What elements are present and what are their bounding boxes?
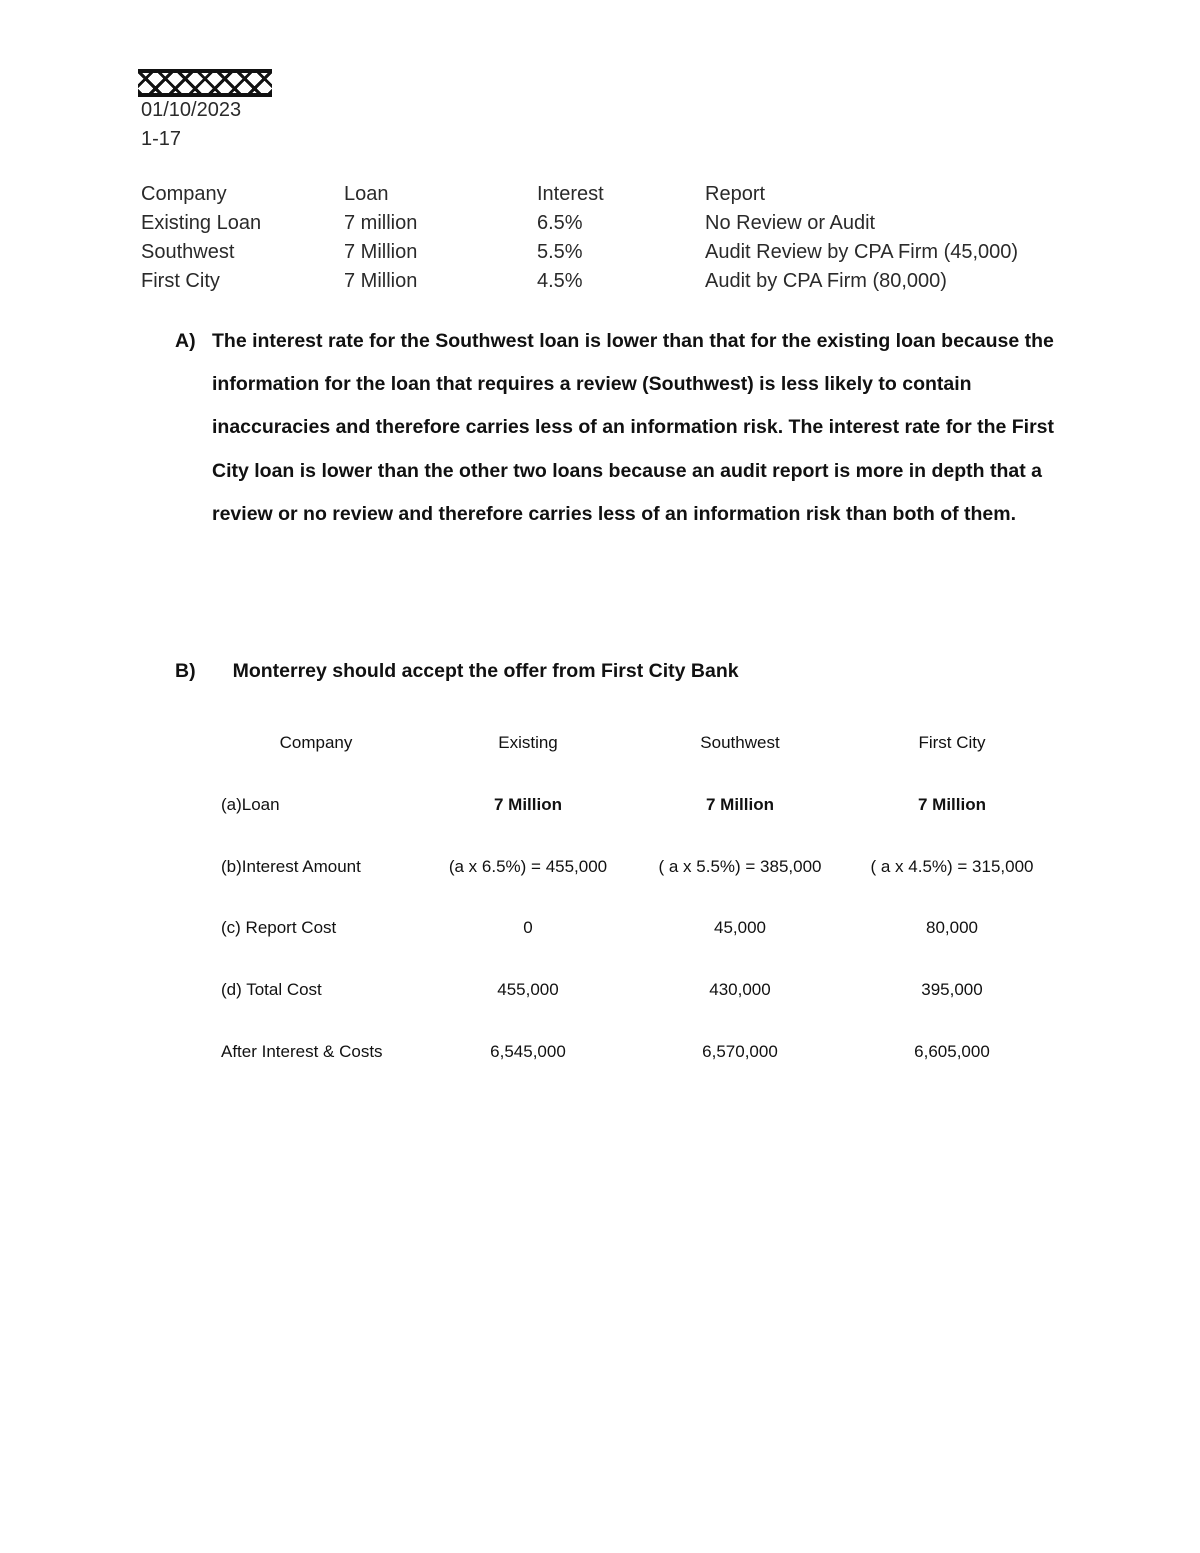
table-cell: 4.5% <box>537 270 583 292</box>
column-header: Company <box>141 183 227 205</box>
table-cell: ( a x 5.5%) = 385,000 <box>658 856 822 876</box>
part-a-answer <box>175 320 1075 536</box>
table-cell: 6,545,000 <box>490 1041 566 1061</box>
table-cell: 7 Million <box>918 794 986 814</box>
part-a-letter: A) <box>175 330 196 352</box>
table-cell: 0 <box>523 918 533 938</box>
column-header: Southwest <box>700 733 780 752</box>
row-label: After Interest & Costs <box>221 1041 383 1061</box>
row-label: (b)Interest Amount <box>221 856 361 876</box>
table-cell: 6.5% <box>537 212 583 234</box>
table-cell: 7 Million <box>706 794 774 814</box>
table-cell: 7 million <box>344 212 418 234</box>
table-cell: 6,605,000 <box>914 1041 990 1061</box>
table-cell: 5.5% <box>537 241 583 263</box>
table-cell: 6,570,000 <box>702 1041 778 1061</box>
table-cell: 7 Million <box>344 241 418 263</box>
column-header: Existing <box>498 733 558 752</box>
row-label: (c) Report Cost <box>221 918 337 938</box>
table-cell: Audit by CPA Firm (80,000) <box>705 270 947 292</box>
table-cell: 7 Million <box>494 794 562 814</box>
column-header: Report <box>705 183 766 205</box>
table-cell: 45,000 <box>714 918 766 938</box>
row-label: (a)Loan <box>221 794 280 814</box>
redacted-name-block <box>138 69 272 97</box>
table-cell: 80,000 <box>926 918 978 938</box>
table-cell: Southwest <box>141 241 235 263</box>
column-header: Interest <box>537 183 604 205</box>
table-cell: (a x 6.5%) = 455,000 <box>448 856 608 876</box>
part-b-letter: B) <box>175 660 196 682</box>
row-label: (d) Total Cost <box>221 980 322 1000</box>
column-header: First City <box>918 733 986 752</box>
table-cell: Existing Loan <box>141 212 262 234</box>
column-header: Loan <box>344 183 389 205</box>
table-cell: 430,000 <box>709 980 771 1000</box>
table-cell: 455,000 <box>497 980 559 1000</box>
table-cell: 395,000 <box>921 980 983 1000</box>
problem-number: 1-17 <box>141 128 182 150</box>
part-a-text: The interest rate for the Southwest loan is lower than that for the existing loan because the information for the loan that requires a review (Southwest) is less likely to contain inaccuracies and therefore carries less of an information risk. The interest rate for the First City loan is lower than the other two loans because an audit report is more in depth that a review or no review and therefore carries less of an information risk than both of them. <box>212 330 1055 525</box>
column-header: Company <box>279 733 353 752</box>
part-b-text: Monterrey should accept the offer from First City Bank <box>232 660 739 682</box>
part-b-answer <box>175 655 739 687</box>
table-cell: First City <box>141 270 220 292</box>
table-cell: 7 Million <box>344 270 418 292</box>
table-cell: ( a x 4.5%) = 315,000 <box>870 856 1034 876</box>
table-cell: No Review or Audit <box>705 212 876 234</box>
date-line: 01/10/2023 <box>141 99 242 121</box>
table-cell: Audit Review by CPA Firm (45,000) <box>705 241 1019 263</box>
